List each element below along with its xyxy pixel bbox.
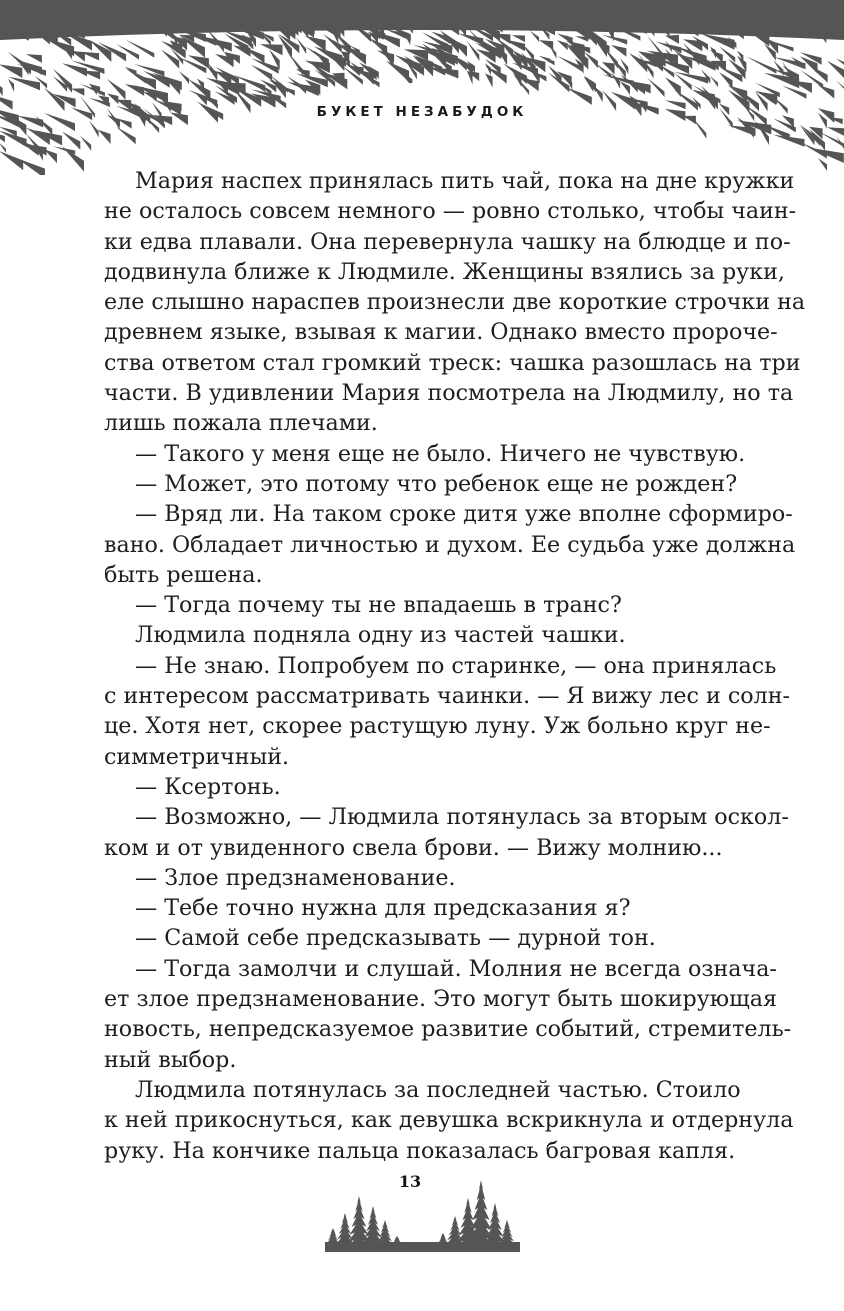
text-line: — Тебе точно нужна для предсказания я?	[135, 895, 631, 922]
text-line: симметричный.	[104, 743, 290, 770]
text-line: быть решена.	[104, 561, 263, 588]
text-line: — Тогда почему ты не впадаешь в транс?	[135, 592, 622, 619]
fir-needle-shape	[0, 143, 6, 153]
fir-needle-shape	[557, 40, 568, 50]
text-line: це. Хотя нет, скорее растущую луну. Уж больно круг не-	[104, 713, 771, 740]
fir-needle-shape	[26, 54, 42, 63]
fir-needle-shape	[161, 50, 179, 69]
fir-needle-shape	[467, 71, 479, 81]
fir-needle-shape	[305, 36, 326, 51]
text-line: вано. Обладает личностью и духом. Ее судьба уже должна	[104, 531, 796, 558]
fir-needle-shape	[692, 117, 706, 138]
fir-needle-shape	[53, 76, 67, 92]
text-line: древнем языке, взывая к магии. Однако вместо пророче-	[104, 319, 778, 346]
text-line: новость, непредсказуемое развитие событий, стремитель-	[104, 1016, 792, 1043]
fir-needle-shape	[809, 65, 828, 82]
text-line: Людмила потянулась за последней частью. Стоило	[135, 1076, 741, 1103]
text-line: не осталось совсем немного — ровно столько, чтобы чаин-	[104, 198, 797, 225]
text-line: — Вряд ли. На таком сроке дитя уже вполне сформиро-	[135, 501, 793, 528]
page-body-text	[104, 166, 806, 1166]
text-line: Людмила подняла одну из частей чашки.	[135, 622, 626, 649]
text-line: к ней прикоснуться, как девушка вскрикнула и отдернула	[104, 1107, 794, 1134]
fir-needle-shape	[827, 61, 844, 81]
fir-needle-shape	[467, 41, 479, 61]
fir-needle-shape	[566, 87, 592, 105]
fir-needle-shape	[818, 85, 834, 99]
fir-needle-shape	[665, 77, 681, 97]
text-line: — Такого у меня еще не было. Ничего не чувствую.	[135, 440, 746, 467]
text-line: ет злое предзнаменование. Это могут быть шокирующая	[104, 986, 777, 1013]
fir-needle-shape	[836, 80, 844, 102]
text-line: додвинула ближе к Людмиле. Женщины взялись за руки,	[104, 258, 785, 285]
text-line: части. В удивлении Мария посмотрела на Людмилу, но та	[104, 380, 794, 407]
fir-needle-shape	[530, 31, 539, 42]
fir-needle-shape	[80, 136, 91, 151]
fir-needle-shape	[611, 72, 620, 88]
fir-needle-shape	[0, 64, 22, 78]
text-line: — Может, это потому что ребенок еще не рожден?	[135, 470, 738, 497]
text-line: Мария наспех принялась пить чай, пока на дне кружки	[135, 168, 795, 194]
fir-needle-shape	[125, 84, 144, 96]
text-line: ный выбор.	[104, 1046, 237, 1073]
fir-needle-shape	[71, 88, 84, 95]
text-line: — Злое предзнаменование.	[135, 864, 456, 891]
fir-needle-shape	[710, 76, 718, 88]
fir-needle-shape	[80, 70, 100, 79]
fir-needle-shape	[746, 56, 776, 73]
header-fir-branches-ornament	[0, 0, 844, 175]
text-line: ком и от увиденного свела брови. — Вижу молнию...	[104, 834, 723, 861]
text-line: — Ксертонь.	[135, 773, 281, 800]
fir-needle-shape	[665, 35, 679, 44]
fir-needle-shape	[485, 63, 491, 75]
text-line: руку. На кончике пальца показалась багровая капля.	[104, 1137, 736, 1164]
text-line: ства ответом стал громкий треск: чашка разошлась на три	[104, 349, 801, 376]
fir-needle-shape	[773, 60, 784, 76]
text-line: — Возможно, — Людмила потянулась за вторым оскол-	[135, 804, 789, 831]
text-line: еле слышно нараспев произнесли две короткие строчки на	[104, 289, 806, 316]
fir-needle-shape	[818, 158, 827, 171]
fir-needle-shape	[710, 47, 716, 59]
header-dark-band	[0, 0, 844, 40]
text-line: с интересом рассматривать чаинки. — Я вижу лес и солн-	[104, 683, 791, 710]
fir-needle-shape	[53, 69, 72, 93]
running-head: БУКЕТ НЕЗАБУДОК	[316, 104, 528, 120]
fir-needle-shape	[62, 132, 80, 150]
text-line: — Не знаю. Попробуем по старинке, — она принялась	[135, 652, 777, 679]
fir-needle-shape	[485, 73, 493, 87]
text-line: — Самой себе предсказывать — дурной тон.	[135, 925, 656, 952]
fir-needle-shape	[0, 79, 3, 96]
fir-needle-shape	[89, 121, 99, 138]
fir-needle-shape	[593, 86, 603, 103]
fir-needle-shape	[0, 151, 23, 170]
fir-needle-shape	[98, 130, 111, 144]
forest-ground	[325, 1242, 520, 1252]
fir-needle-shape	[116, 127, 136, 145]
text-line: — Тогда замолчи и слушай. Молния не всегда означа-	[135, 955, 777, 982]
fir-needle-shape	[611, 45, 626, 57]
text-line: ки едва плавали. Она перевернула чашку на блюдце и по-	[104, 228, 791, 255]
fir-needle-shape	[512, 35, 525, 42]
fir-needle-shape	[8, 79, 14, 92]
text-line: лишь пожала плечами.	[104, 410, 378, 437]
fir-needle-shape	[125, 39, 154, 57]
page-number: 13	[398, 1172, 422, 1191]
